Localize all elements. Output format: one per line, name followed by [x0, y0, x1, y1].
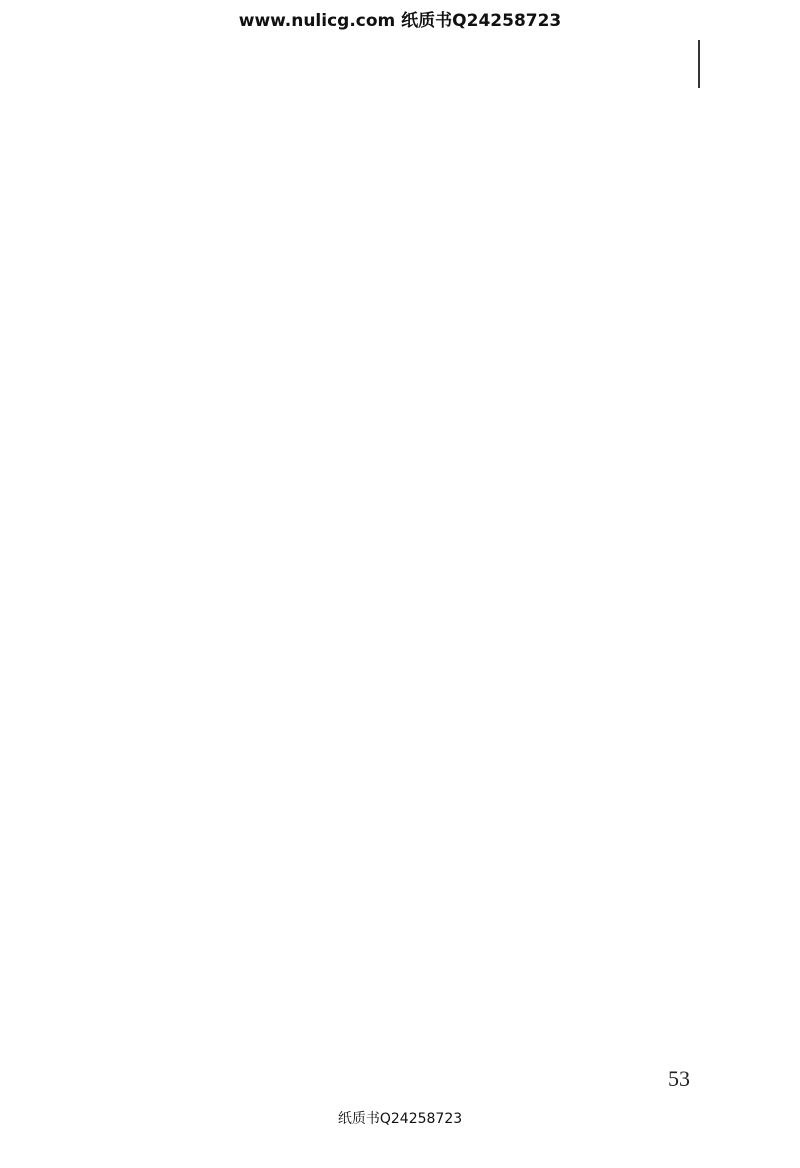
top-watermark: www.nulicg.com 纸质书Q24258723	[238, 11, 562, 31]
chapter-divider	[698, 40, 700, 88]
body-text	[84, 118, 688, 124]
page-number: 53	[668, 1066, 690, 1091]
bottom-watermark: 纸质书Q24258723	[337, 1111, 463, 1127]
